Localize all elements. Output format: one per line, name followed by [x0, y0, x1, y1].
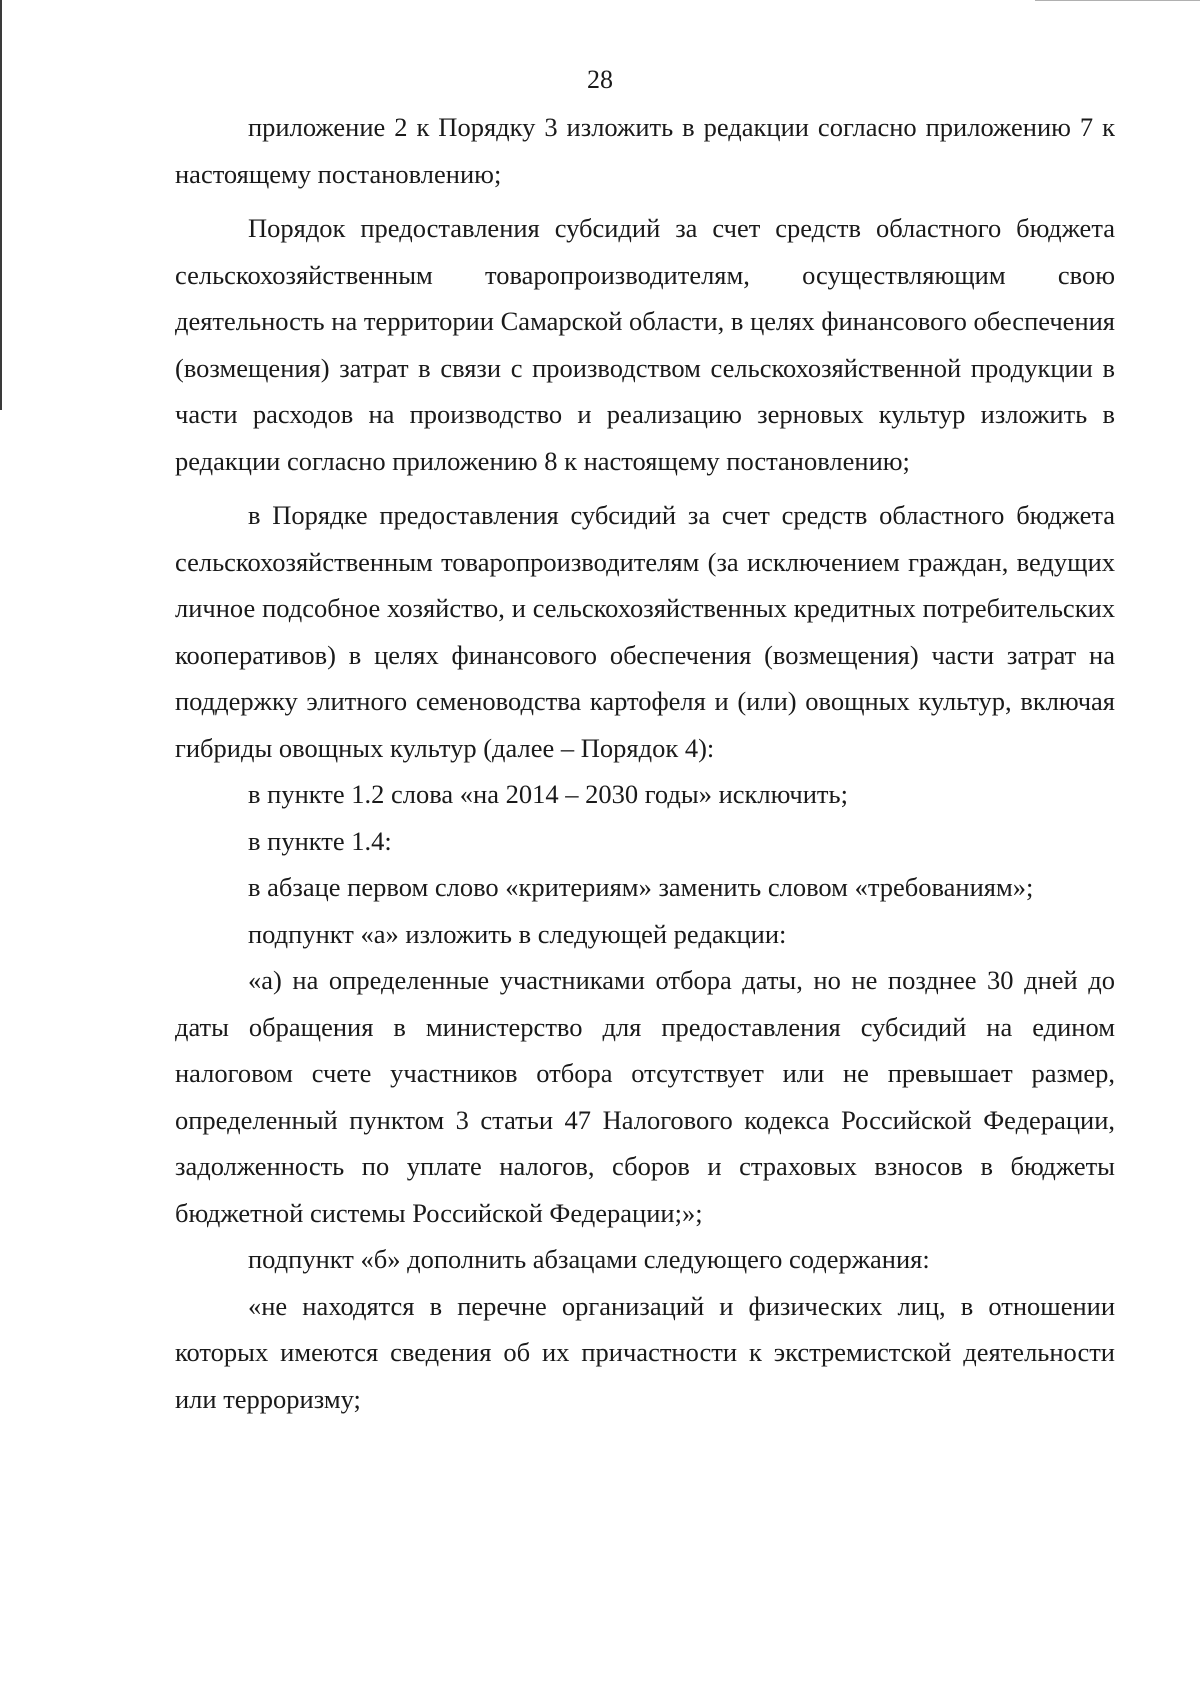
- scan-edge-left: [0, 0, 2, 410]
- paragraph-order-4-intro: в Порядке предоставления субсидий за счет средств областного бюджета сельскохозяйственным товаропроизводителям (за исключением граждан, ведущих личное подсобное хозяйство, и сельскохозяйственных кредитных потребительских кооперативов) в целях финансового обеспечения (возмещения) части затрат на поддержку элитного семеноводства картофеля и (или) овощных культур, включая гибриды овощных культур (далее – Порядок 4):: [175, 500, 1115, 763]
- paragraph-item-1-2: в пункте 1.2 слова «на 2014 – 2030 годы» исключить;: [248, 779, 848, 809]
- paragraph-subitem-b-text: «не находятся в перечне организаций и физических лиц, в отношении которых имеются сведения об их причастности к экстремистской деятельности или терроризму;: [175, 1290, 1115, 1414]
- paragraph-gap: [175, 197, 1115, 205]
- paragraph-first-abzac: в абзаце первом слово «критериям» заменить словом «требованиям»;: [248, 872, 1034, 902]
- document-body: [175, 104, 1115, 1422]
- paragraph-subitem-a-text: «а) на определенные участниками отбора даты, но не позднее 30 дней до даты обращения в министерство для предоставления субсидий на едином налоговом счете участников отбора отсутствует или не превышает размер, определенный пунктом 3 статьи 47 Налогового кодекса Российской Федерации, задолженность по уплате налогов, сборов и страховых взносов в бюджеты бюджетной системы Российской Федерации;»;: [175, 965, 1115, 1228]
- paragraph-subitem-a-intro: подпункт «а» изложить в следующей редакции:: [248, 918, 787, 949]
- page-number: 28: [587, 65, 613, 94]
- paragraph-subitem-b-intro: подпункт «б» дополнить абзацами следующего содержания:: [248, 1244, 930, 1274]
- paragraph-item-1-4: в пункте 1.4:: [248, 825, 392, 856]
- scan-edge-top: [1035, 0, 1200, 1]
- paragraph-gap: [175, 484, 1115, 492]
- paragraph-grain-subsidy-order: Порядок предоставления субсидий за счет средств областного бюджета сельскохозяйственным товаропроизводителям, осуществляющим свою деятельность на территории Самарской области, в целях финансового обеспечения (возмещения) затрат в связи с производством сельскохозяйственной продукции в части расходов на производство и реализацию зерновых культур изложить в редакции согласно приложению 8 к настоящему постановлению;: [175, 213, 1115, 476]
- paragraph-appendix-2: приложение 2 к Порядку 3 изложить в редакции согласно приложению 7 к настоящему постановлению;: [175, 112, 1115, 189]
